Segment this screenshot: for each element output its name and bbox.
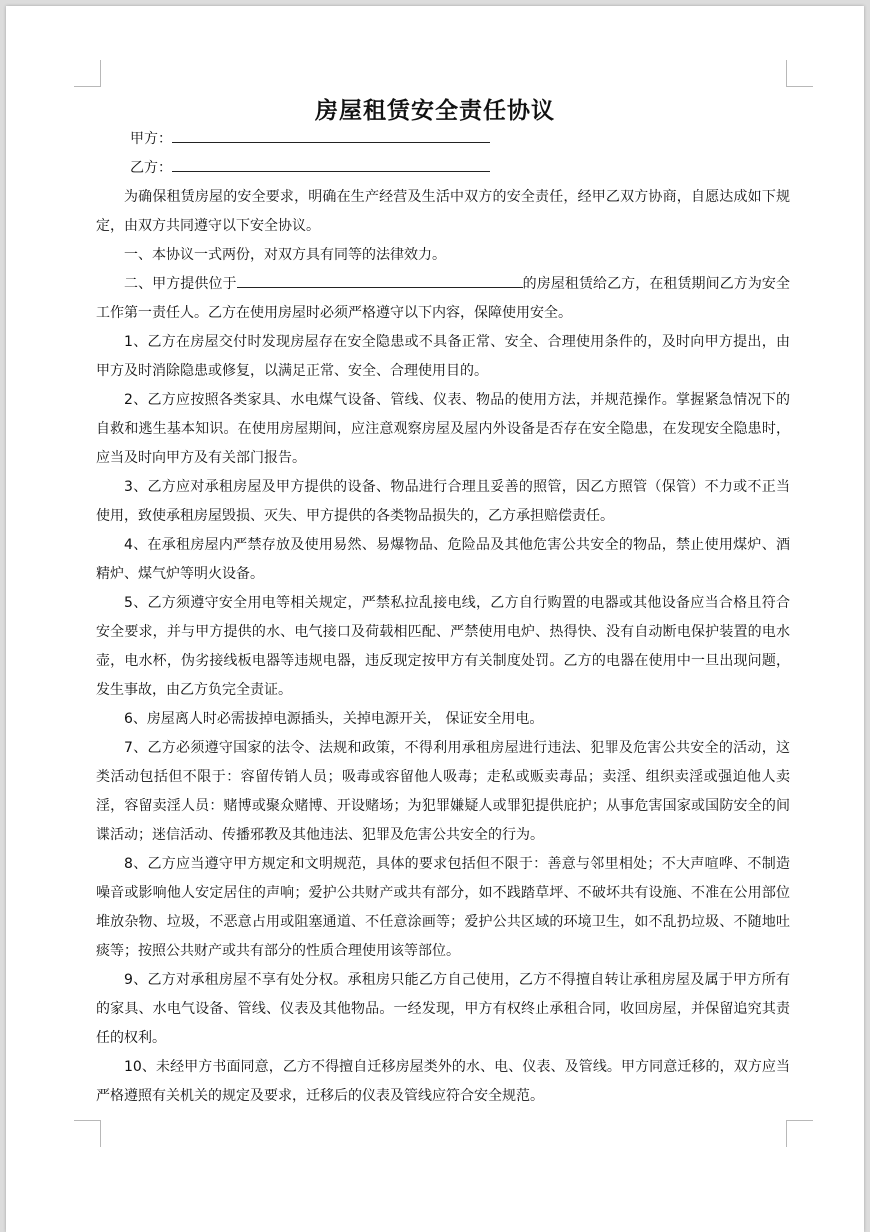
item-2: 2、乙方应按照各类家具、水电煤气设备、管线、仪表、物品的使用方法，并规范操作。掌握紧急情况下的自救和逃生基本知识。在使用房屋期间，应注意观察房屋及屋内外设备是否存在安全隐患，在发现安全隐患时，应当及时向甲方及有关部门报告。 — [96, 392, 790, 466]
item-3: 3、乙方应对承租房屋及甲方提供的设备、物品进行合理且妥善的照管，因乙方照管（保管）不力或不正当使用，致使承租房屋毁损、灭失、甲方提供的各类物品损失的，乙方承担赔偿责任。 — [96, 479, 790, 524]
clause-one: 一、本协议一式两份，对双方具有同等的法律效力。 — [124, 247, 446, 263]
crop-mark-top-right — [786, 60, 813, 87]
item-1: 1、乙方在房屋交付时发现房屋存在安全隐患或不具备正常、安全、合理使用条件的，及时向甲方提出，由甲方及时消除隐患或修复，以满足正常、安全、合理使用目的。 — [96, 334, 790, 379]
party-b-label: 乙方： — [130, 160, 172, 176]
item-6: 6、房屋离人时必需拔掉电源插头，关掉电源开关， 保证安全用电。 — [124, 711, 544, 727]
agreement-body — [96, 183, 790, 1111]
party-a-line — [130, 128, 490, 149]
document-page — [6, 6, 864, 1232]
item-4: 4、在承租房屋内严禁存放及使用易然、易爆物品、危险品及其他危害公共安全的物品，禁止使用煤炉、酒精炉、煤气炉等明火设备。 — [96, 537, 790, 582]
crop-mark-top-left — [74, 60, 101, 87]
document-title: 房屋租赁安全责任协议 — [315, 97, 555, 124]
item-8: 8、乙方应当遵守甲方规定和文明规范，具体的要求包括但不限于：善意与邻里相处；不大声喧哗、不制造噪音或影响他人安定居住的声响；爱护公共财产或共有部分，如不践踏草坪、不破坏共有设施、不准在公用部位堆放杂物、垃圾，不恶意占用或阻塞通道、不任意涂画等；爱护公共区域的环境卫生，如不乱扔垃圾、不随地吐痰等；按照公共财产或共有部分的性质合理使用该等部位。 — [96, 856, 790, 959]
item-9: 9、乙方对承租房屋不享有处分权。承租房只能乙方自己使用，乙方不得擅自转让承租房屋及属于甲方所有的家具、水电气设备、管线、仪表及其他物品。一经发现，甲方有权终止承租合同，收回房屋，并保留追究其责任的权利。 — [96, 972, 790, 1046]
item-7: 7、乙方必须遵守国家的法令、法规和政策，不得利用承租房屋进行违法、犯罪及危害公共安全的活动，这类活动包括但不限于：容留传销人员；吸毒或容留他人吸毒；走私或贩卖毒品；卖淫、组织卖淫或强迫他人卖淫，容留卖淫人员：赌博或聚众赌博、开设赌场；为犯罪嫌疑人或罪犯提供庇护；从事危害国家或国防安全的间谍活动；迷信活动、传播邪教及其他违法、犯罪及危害公共安全的行为。 — [96, 740, 790, 843]
crop-mark-bottom-right — [786, 1120, 813, 1147]
party-a-label: 甲方： — [130, 131, 172, 147]
party-b-line — [130, 157, 490, 178]
item-10: 10、未经甲方书面同意，乙方不得擅自迁移房屋类外的水、电、仪表、及管线。甲方同意迁移的，双方应当严格遵照有关机关的规定及要求，迁移后的仪表及管线应符合安全规范。 — [96, 1059, 790, 1104]
clause-two — [96, 270, 790, 328]
clause-two-start: 二、甲方提供位于 — [124, 276, 237, 292]
party-b-blank — [172, 157, 490, 172]
crop-mark-bottom-left — [74, 1120, 101, 1147]
clause-two-end: 的房屋租赁给乙方，在租赁期间乙方为安全工作第一责任人。乙方在使用房屋时必须严格遵守以下内容，保障使用安全。 — [96, 276, 791, 321]
address-blank — [237, 273, 523, 288]
party-a-blank — [172, 128, 490, 143]
intro-paragraph: 为确保租赁房屋的安全要求，明确在生产经营及生活中双方的安全责任，经甲乙双方协商，自愿达成如下规定，由双方共同遵守以下安全协议。 — [96, 189, 790, 234]
item-5: 5、乙方须遵守安全用电等相关规定，严禁私拉乱接电线，乙方自行购置的电器或其他设备应当合格且符合安全要求，并与甲方提供的水、电气接口及荷载相匹配、严禁使用电炉、热得快、没有自动断电保护装置的电水壶，电水杯，伪劣接线板电器等违规电器，违反现定按甲方有关制度处罚。乙方的电器在使用中一旦出现问题，发生事故，由乙方负完全责证。 — [96, 595, 790, 698]
